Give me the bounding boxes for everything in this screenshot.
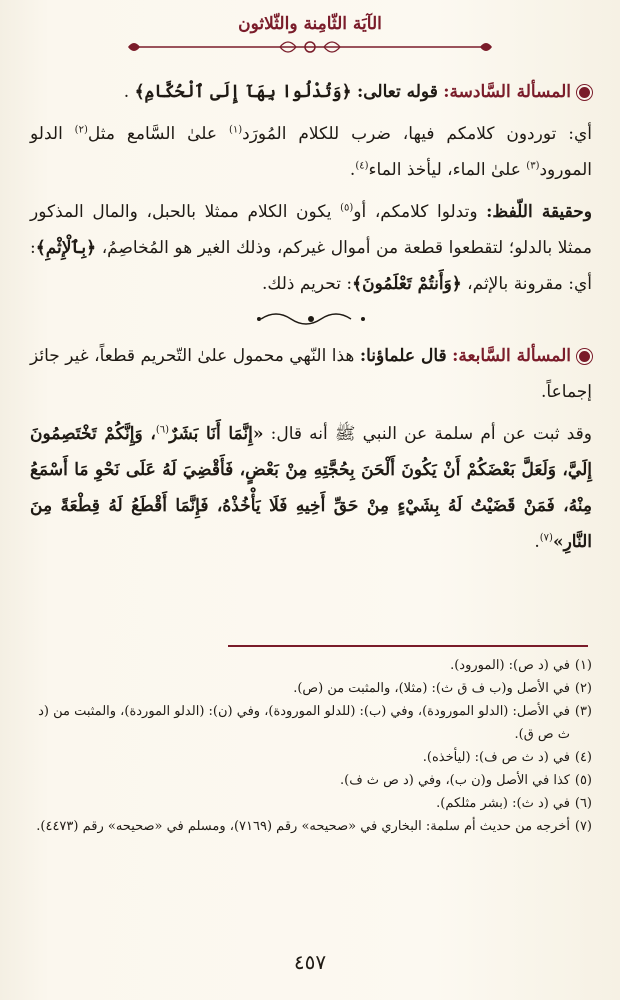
footnote-ref[interactable]: (١) [228, 124, 243, 136]
text-run: . [534, 532, 540, 552]
footnote-item [30, 654, 592, 677]
footnote-item [30, 746, 592, 769]
hadith-quote: «إِنَّمَا أَنَا بَشَرٌ [169, 424, 264, 444]
main-text [30, 74, 592, 560]
footnote-item [30, 815, 592, 838]
text-run: يكون الكلام ممثلا بالحبل، والمال المذكور ممثلا بالدلو؛ لتقطعوا قطعة من أموال غيركم، وذلك الغير هو المُخاصِمُ، [30, 202, 592, 258]
issue6-heading-line [30, 74, 592, 110]
issue6-intro: قوله تعالى: [356, 82, 438, 102]
issue7-paragraph-2 [30, 416, 592, 560]
footnote-text: في (د ث ص ف): (ليأخذه). [422, 750, 570, 765]
issue6-paragraph-2 [30, 194, 592, 302]
issue6-verse: ﴿وَتُدْلُوا بِهَآ إِلَى ٱلْحُكَّامِ﴾ [134, 82, 352, 102]
footnote-divider [228, 645, 588, 647]
verse-fragment: ﴿بِٱلْإِثْمِ﴾ [35, 238, 97, 258]
running-title: الآيَة الثّامِنة والثّلاثون [238, 14, 382, 34]
issue-bullet-icon [577, 85, 592, 100]
text-run: : أي: مقرونة بالإثم، [30, 238, 592, 294]
footnote-number: (٣) [574, 704, 592, 719]
footnote-ref[interactable]: (٢) [74, 124, 88, 136]
page-number: ٤٥٧ [293, 950, 327, 974]
footnote-number: (٢) [574, 681, 592, 696]
issue6-heading: المسألة السَّادسة: [443, 82, 571, 102]
footnote-number: (٥) [574, 773, 592, 788]
footnote-text: أخرجه من حديث أم سلمة: البخاري في «صحيحه» رقم (٧١٦٩)، ومسلم في «صحيحه» رقم (٤٤٧٣). [36, 819, 570, 834]
text-run: الدلو المورود [30, 124, 592, 180]
issue6-label: وحقيقة اللّفظ: [486, 202, 592, 222]
footnote-item [30, 769, 592, 792]
issue7-heading: المسألة السَّابعة: [452, 346, 572, 366]
issue-bullet-icon [577, 349, 592, 364]
footnotes [30, 654, 592, 838]
issue7-lead: قال علماؤنا: [359, 346, 447, 366]
footnote-item [30, 700, 592, 746]
footnote-text: في (د ص): (المورود). [450, 658, 570, 673]
footnote-ref[interactable]: (٤) [355, 160, 369, 172]
footnote-item [30, 792, 592, 815]
page-header [60, 14, 560, 58]
header-ornament-icon [120, 36, 500, 58]
footnote-ref[interactable]: (٧) [539, 532, 553, 544]
footnote-number: (١) [574, 658, 592, 673]
footnote-ref[interactable]: (٣) [526, 160, 540, 172]
hadith-quote: ، وَإِنَّكُمْ تَخْتَصِمُونَ إِلَيَّ، وَلَعَلَّ بَعْضَكُمْ أَنْ يَكُونَ أَلْحَنَ بِحُجَّتِهِ مِنْ بَعْضٍ، فَأَقْضِيَ لَهُ عَلَى نَحْوِ مَا أَسْمَعُ مِنْهُ، فَمَنْ قَضَيْتُ لَهُ بِشَيْءٍ مِنْ حَقِّ أَخِيهِ فَلَا يَأْخُذْهُ، فَإِنَّمَا أَقْطَعُ لَهُ قِطْعَةً مِنَ النَّارِ» [30, 424, 592, 552]
verse-fragment: ﴿وَأَنتُمْ تَعْلَمُونَ﴾ [352, 274, 462, 294]
text-run: هذا النّهي محمول علىٰ التّحريم قطعاً، غير جائز إجماعاً. [30, 346, 592, 402]
text-run: علىٰ الماء، ليأخذ الماء [368, 160, 527, 180]
text-run: علىٰ السَّامع مثل [87, 124, 229, 144]
footnote-text: كذا في الأصل و(ن ب)، وفي (د ص ث ف). [339, 773, 570, 788]
footnote-ref[interactable]: (٥) [340, 202, 354, 214]
issue6-paragraph-1 [30, 116, 592, 188]
footnote-item [30, 677, 592, 700]
text-run: وقد ثبت عن أم سلمة عن النبي ﷺ أنه قال: [263, 424, 592, 444]
issue6-verse-end: . [123, 82, 130, 102]
issue7-paragraph-1 [30, 338, 592, 410]
footnote-number: (٧) [574, 819, 592, 834]
text-run: وتدلوا كلامكم، أو [353, 202, 487, 222]
footnote-number: (٤) [574, 750, 592, 765]
footnote-text: في (د ث): (بشر مثلكم). [436, 796, 570, 811]
text-run: : تحريم ذلك. [261, 274, 353, 294]
section-separator-icon [251, 310, 371, 328]
footnote-number: (٦) [574, 796, 592, 811]
footnote-text: في الأصل و(ب ف ق ث): (مثلا)، والمثبت من (ص). [293, 681, 570, 696]
footnote-ref[interactable]: (٦) [155, 424, 170, 436]
footnote-text: في الأصل: (الدلو المورودة)، وفي (ب): (للدلو المورودة)، وفي (ن): (الدلو الموردة)، والمثبت من (د ث ص ق). [38, 704, 570, 742]
text-run: . [349, 160, 356, 180]
text-run: أي: توردون كلامكم فيها، ضرب للكلام المُورَد [242, 124, 592, 144]
